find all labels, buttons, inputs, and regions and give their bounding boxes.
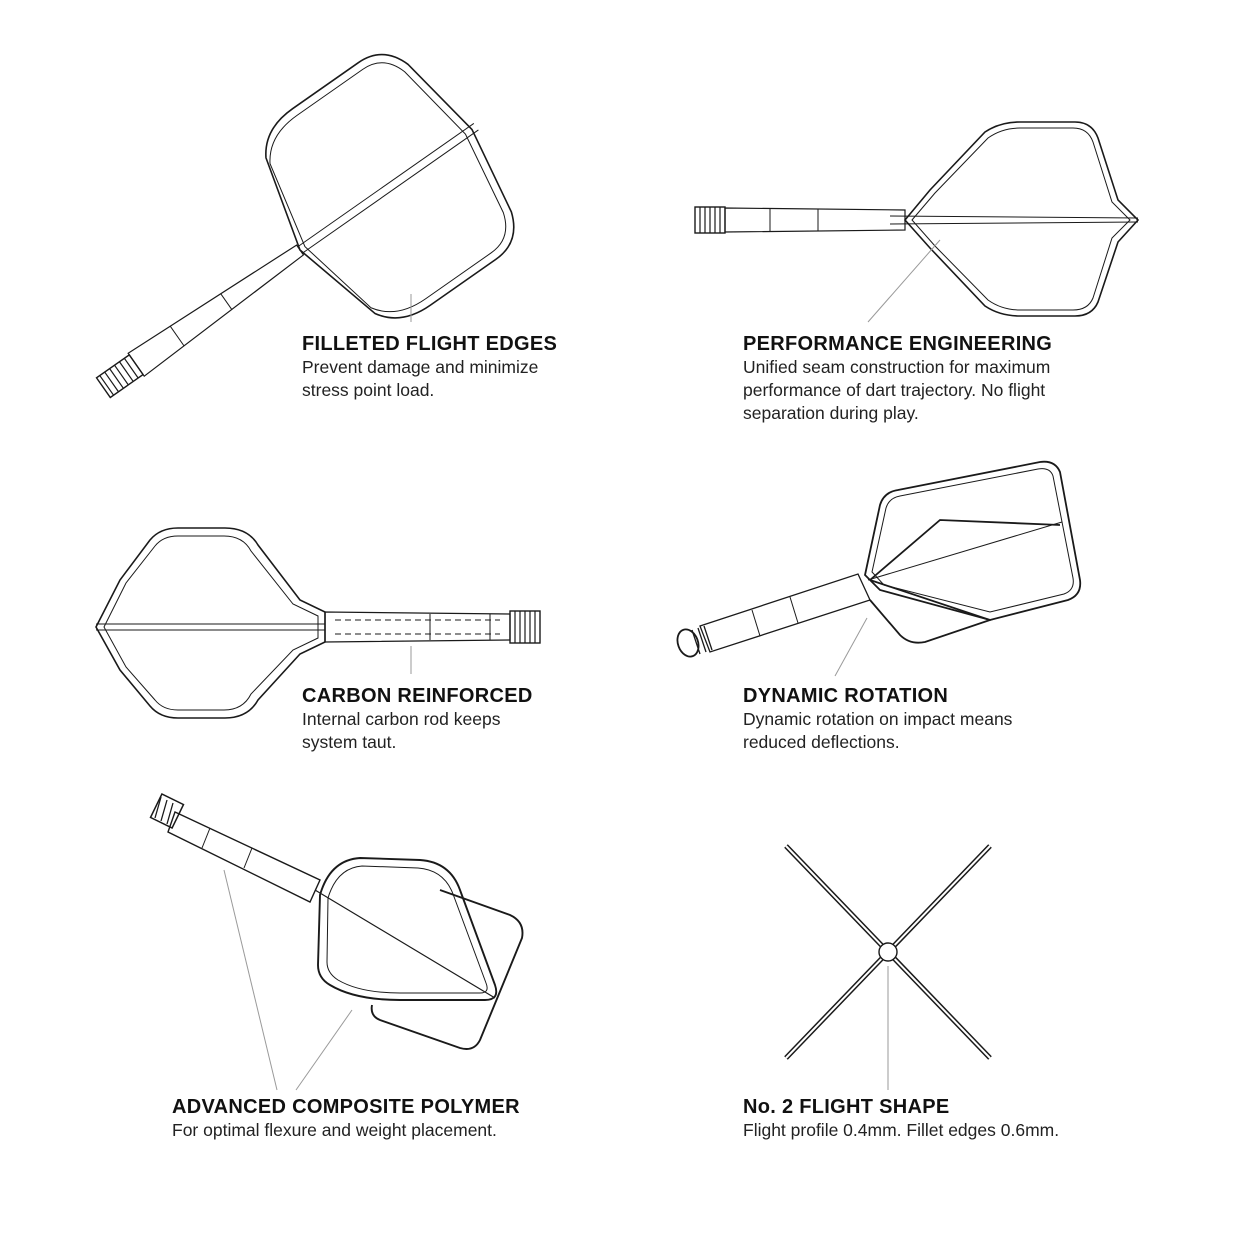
feature-body-line: performance of dart trajectory. No flight bbox=[743, 380, 1046, 400]
leader-line bbox=[868, 240, 940, 322]
feature-body-line: For optimal flexure and weight placement. bbox=[172, 1120, 497, 1140]
filleted-flight-dart-icon bbox=[35, 28, 545, 486]
feature-body-line: Internal carbon rod keeps bbox=[302, 709, 501, 729]
feature-title: CARBON REINFORCED bbox=[302, 685, 533, 707]
feature-title: FILLETED FLIGHT EDGES bbox=[302, 333, 558, 355]
leader-line bbox=[835, 618, 867, 676]
feature-no2-flight-shape bbox=[743, 1095, 1163, 1142]
feature-body-line: reduced deflections. bbox=[743, 732, 900, 752]
feature-body-line: Unified seam construction for maximum bbox=[743, 357, 1051, 377]
feature-title: No. 2 FLIGHT SHAPE bbox=[743, 1096, 950, 1118]
feature-dynamic-rotation bbox=[743, 684, 1103, 754]
feature-body-line: Flight profile 0.4mm. Fillet edges 0.6mm. bbox=[743, 1120, 1060, 1140]
leader-line bbox=[296, 1010, 352, 1090]
leader-line bbox=[224, 870, 277, 1090]
performance-dart-icon bbox=[695, 122, 1138, 316]
feature-advanced-composite-polymer bbox=[172, 1095, 592, 1142]
feature-filleted-flight-edges bbox=[302, 332, 602, 402]
feature-title: ADVANCED COMPOSITE POLYMER bbox=[172, 1096, 520, 1118]
feature-body-line: stress point load. bbox=[302, 380, 435, 400]
feature-body-line: Dynamic rotation on impact means bbox=[743, 709, 1013, 729]
feature-body-line: separation during play. bbox=[743, 403, 919, 423]
feature-title: PERFORMANCE ENGINEERING bbox=[743, 333, 1053, 355]
feature-body-line: Prevent damage and minimize bbox=[302, 357, 539, 377]
feature-performance-engineering bbox=[743, 332, 1123, 425]
dynamic-rotation-dart-icon bbox=[674, 462, 1080, 660]
composite-polymer-dart-icon bbox=[151, 794, 523, 1049]
feature-body-line: system taut. bbox=[302, 732, 397, 752]
feature-title: DYNAMIC ROTATION bbox=[743, 685, 949, 707]
feature-carbon-reinforced bbox=[302, 684, 602, 754]
